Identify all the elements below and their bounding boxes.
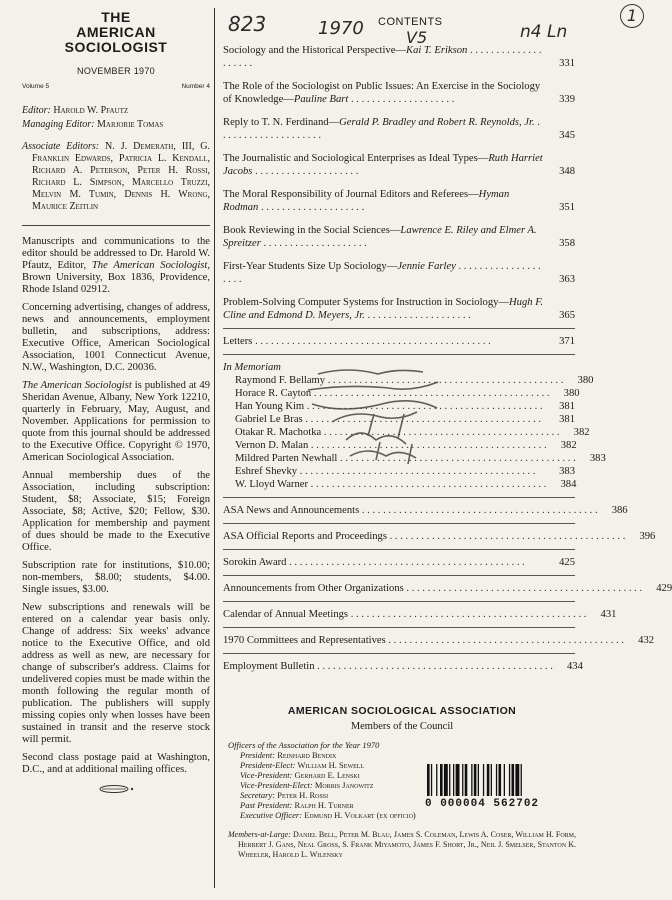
p1-journal: The American Sociologist	[91, 260, 208, 271]
toc-article	[223, 260, 575, 286]
toc-gap	[223, 70, 575, 80]
memoriam-name: Eshref Shevky	[235, 466, 298, 477]
memoriam-name: Raymond F. Bellamy	[235, 375, 326, 386]
masthead-column	[22, 10, 210, 797]
officer-name: Edmund H. Volkart (ex officio)	[304, 810, 416, 820]
barcode-bar	[444, 764, 448, 796]
toc-article-title: First-Year Students Size Up Sociology—	[223, 261, 398, 272]
officer-role: Executive Officer:	[240, 810, 303, 820]
barcode-bar	[436, 764, 437, 796]
barcode-bar	[512, 764, 515, 796]
memoriam-name: Vernon D. Malan	[235, 440, 309, 451]
toc-rule	[223, 549, 575, 550]
leader-dots: . . . . . . . . . . . . . . . . . . . .	[223, 117, 540, 141]
members-names: Daniel Bell, Peter M. Blau, James S. Coleman, Lewis A. Coser, William H. Form, Herbert J. Gans, Neal Gross, S. Frank Miyamoto, James F. Short, Jr., Neil J. Smelser, Stanton K. Wheeler, Harold L. Wilensky	[238, 830, 577, 859]
associate-role: Associate Editors:	[22, 141, 100, 152]
memoriam-page: 382	[573, 427, 590, 438]
leader-dots: . . . . . . . . . . . . . . . . . . . . . . . . . . . . . . . . . . . . . . . . . . . . .	[304, 401, 543, 412]
barcode-bar	[440, 764, 443, 796]
barcode-bar	[431, 764, 432, 796]
members-at-large	[228, 830, 576, 860]
postage-paragraph: Second class postage paid at Washington, D.C., and at additional mailing offices.	[22, 752, 210, 775]
toc-section	[223, 660, 583, 673]
managing-role: Managing Editor:	[22, 119, 95, 130]
toc-article	[223, 224, 575, 250]
toc-gap	[223, 142, 575, 152]
memoriam-name: Horace R. Cayton	[235, 388, 312, 399]
toc-article	[223, 296, 575, 322]
toc-section-title: Announcements from Other Organizations	[223, 583, 404, 594]
toc-section	[223, 556, 575, 569]
barcode	[425, 764, 575, 810]
toc-section-title: Sorokin Award	[223, 557, 287, 568]
leader-dots: . . . . . . . . . . . . . . . . . . . . . . . . . . . . . . . . . . . . . . . . . . . . .	[311, 388, 550, 399]
advertising-paragraph: Concerning advertising, changes of address, news and announcements, employment bulletin, and subscriptions, address: Executive Office, American Sociological Association, 1001 Connecticut Avenue, N.W., Washington, D.C. 20036.	[22, 302, 210, 373]
toc-articles	[223, 44, 575, 322]
toc-section-title: ASA Official Reports and Proceedings	[223, 531, 387, 542]
memoriam-name: Gabriel Le Bras	[235, 414, 303, 425]
toc-section-title: ASA News and Announcements	[223, 505, 360, 516]
toc-gap	[223, 106, 575, 116]
toc-section	[223, 504, 628, 517]
officer-role: Secretary:	[240, 790, 276, 800]
toc-rule	[223, 601, 575, 602]
barcode-bar	[483, 764, 484, 796]
toc-rule	[223, 523, 575, 524]
toc-article	[223, 80, 575, 106]
barcode-bar	[487, 764, 490, 796]
memoriam-page: 383	[559, 466, 575, 477]
p1b: , Brown University, Box 1836, Providence, Rhode Island 02912.	[22, 260, 211, 295]
toc-article-page: 363	[559, 274, 575, 285]
leader-dots: . . . . . . . . . . . . . . . . . . . .	[252, 166, 359, 177]
leader-dots: . . . . . . . . . . . . . . . . . . . .	[223, 261, 541, 285]
toc-article-author: Gerald P. Bradley and Robert R. Reynolds, Jr.	[339, 117, 535, 128]
toc-letters	[223, 335, 575, 348]
toc-section-text	[223, 530, 625, 543]
toc-article	[223, 188, 575, 214]
leader-dots: . . . . . . . . . . . . . . . . . . . .	[258, 202, 365, 213]
column-divider	[214, 8, 215, 888]
toc-rule	[223, 575, 575, 576]
toc-article-title: The Journalistic and Sociological Enterprises as Ideal Types—	[223, 153, 489, 164]
publication-paragraph	[22, 380, 210, 464]
leader-dots: . . . . . . . . . . . . . . . . . . . . . . . . . . . . . . . . . . . . . . . . . . . . .	[314, 661, 553, 672]
leader-dots: . . . . . . . . . . . . . . . . . . . .	[364, 310, 471, 321]
contents-heading: CONTENTS	[378, 16, 443, 28]
handwritten-volume: V5	[406, 28, 428, 47]
toc-article-author: Hyman Rodman	[223, 189, 510, 213]
toc-letters-page: 371	[559, 336, 575, 347]
toc-article-text	[223, 260, 545, 286]
memoriam-page: 381	[559, 401, 575, 412]
title-line-2: AMERICAN	[76, 24, 156, 40]
leader-dots: . . . . . . . . . . . . . . . . . . . . . . . . . . . . . . . . . . . . . . . . . . . . .	[337, 453, 576, 464]
subscription-rate-paragraph: Subscription rate for institutions, $10.00; non-members, $8.00; students, $4.00. Single issues, $3.00.	[22, 560, 210, 595]
toc-section	[223, 608, 617, 621]
toc-article-author: Hugh F. Cline and Edmond D. Meyers, Jr.	[223, 297, 543, 321]
toc-section	[223, 582, 672, 595]
association-subtitle: Members of the Council	[350, 721, 454, 732]
toc-article-author: Lawrence E. Riley and Elmer A. Spreitzer	[223, 225, 537, 249]
barcode-bar	[521, 764, 522, 796]
leader-dots: . . . . . . . . . . . . . . . . . . . .	[348, 94, 455, 105]
toc-article-page: 345	[559, 130, 575, 141]
memoriam-name: W. Lloyd Warner	[235, 479, 308, 490]
toc-section	[223, 530, 656, 543]
barcode-bar	[504, 764, 505, 796]
leader-dots: . . . . . . . . . . . . . . . . . . . . . . . . . . . . . . . . . . . . . . . . . . . . .	[297, 466, 536, 477]
toc-article-author: Pauline Bart	[293, 94, 349, 105]
barcode-bar	[427, 764, 430, 796]
barcode-bar	[462, 764, 463, 796]
toc-article-page: 365	[559, 310, 575, 321]
toc-article	[223, 152, 575, 178]
toc-article-author: Kai T. Erikson	[406, 45, 468, 56]
memoriam-page: 380	[563, 388, 580, 399]
managing-editor-line	[22, 119, 210, 131]
toc-section-page: 425	[559, 557, 575, 568]
journal-title	[22, 10, 210, 55]
toc-article-author: Ruth Harriet Jacobs	[223, 153, 543, 177]
printer-ornament	[22, 784, 210, 797]
officer-name: Peter H. Rossi	[277, 790, 329, 800]
toc-article-text	[223, 80, 545, 106]
toc-section-page: 434	[566, 661, 583, 672]
handwritten-circled: 1	[620, 4, 644, 28]
library-stamp	[298, 352, 448, 472]
editor-line	[22, 105, 210, 117]
barcode-bar	[499, 764, 502, 796]
officer-role: President:	[240, 750, 276, 760]
memoriam-page: 384	[560, 479, 577, 490]
toc-article-title: Sociology and the Historical Perspective—	[223, 45, 406, 56]
toc-section-text	[223, 660, 553, 673]
leader-dots: . . . . . . . . . . . . . . . . . . . . . . . . . . . . . . . . . . . . . . . . . . . . .	[308, 479, 547, 490]
handwritten-note-right: n4 Ln	[520, 22, 568, 42]
associate-editors	[22, 141, 210, 213]
leader-dots: . . . . . . . . . . . . . . . . . . . . . . . . . . . . . . . . . . . . . . . . . . . . .	[385, 635, 625, 646]
leader-dots: . . . . . . . . . . . . . . . . . . . . . . . . . . . . . . . . . . . . . . . . . . . . .	[252, 336, 491, 347]
volume-label: Volume 5	[22, 83, 50, 90]
officer-name: Reinhard Bendix	[277, 750, 337, 760]
barcode-bar	[474, 764, 477, 796]
editor-role: Editor:	[22, 105, 51, 116]
officers-title: Officers of the Association for the Year 1970	[228, 740, 380, 750]
barcode-bar	[496, 764, 497, 796]
officer-name: Gerhard E. Lenski	[294, 770, 360, 780]
barcode-number: 0 000004 562702	[425, 798, 540, 810]
renewals-paragraph: New subscriptions and renewals will be entered on a calendar year basis only. Change of address: Six weeks' advance notice to the Executive Office, and old address as well as new, are necessary for change of subscriber's address. Claims for undelivered copies must be made within the month following the regular month of publication. The publishers will supply missing copies only when losses have been sustained in transit and the reserve stock will permit.	[22, 602, 210, 745]
handwritten-note-left: 823	[228, 12, 267, 36]
toc-rule	[223, 653, 575, 654]
toc-section-title: Employment Bulletin	[223, 661, 315, 672]
toc-article-page: 348	[559, 166, 575, 177]
toc-section-title: Calendar of Annual Meetings	[223, 609, 349, 620]
issue-date: NOVEMBER 1970	[77, 66, 155, 76]
association-title: AMERICAN SOCIOLOGICAL ASSOCIATION	[287, 705, 517, 717]
toc-article-title: The Moral Responsibility of Journal Editors and Referees—	[223, 189, 479, 200]
barcode-bar	[453, 764, 454, 796]
toc-article-page: 339	[559, 94, 575, 105]
leader-dots: . . . . . . . . . . . . . . . . . . . . . . . . . . . . . . . . . . . . . . . . . . . . .	[348, 609, 587, 620]
officer-role: President-Elect:	[240, 760, 296, 770]
toc-rule	[223, 497, 575, 498]
toc-article-text	[223, 44, 545, 70]
toc-rule	[223, 627, 575, 628]
barcode-bar	[456, 764, 460, 796]
barcode-bar	[471, 764, 472, 796]
title-line-3: SOCIOLOGIST	[64, 39, 168, 55]
toc-section	[223, 634, 655, 647]
managing-name: Marjorie Tomas	[97, 119, 164, 130]
barcode-bar	[509, 764, 510, 796]
toc-gap	[223, 250, 575, 260]
toc-section-text	[223, 582, 642, 595]
toc-article-text	[223, 116, 545, 142]
handwritten-year: 1970	[318, 18, 364, 39]
toc-section-title: 1970 Committees and Representatives	[223, 635, 386, 646]
members-role: Members-at-Large:	[228, 830, 291, 839]
number-label: Number 4	[181, 83, 210, 90]
barcode-bar	[465, 764, 468, 796]
officer-entry	[228, 810, 576, 820]
toc-article-page: 358	[559, 238, 575, 249]
barcode-bar	[449, 764, 450, 796]
leader-dots: . . . . . . . . . . . . . . . . . . . . . . . . . . . . . . . . . . . . . . . . . . . . .	[386, 531, 626, 542]
toc-article-author: Jennie Farley	[397, 261, 456, 272]
toc-gap	[223, 178, 575, 188]
officer-name: William H. Sewell	[297, 760, 365, 770]
memoriam-name: Mildred Parten Newhall	[235, 453, 338, 464]
officer-name: Ralph H. Turner	[294, 800, 354, 810]
memoriam-text	[235, 478, 546, 491]
leader-dots: . . . . . . . . . . . . . . . . . . . . . . . . . . . . . . . . . . . . . . . . . . . . .	[302, 414, 542, 425]
manuscripts-paragraph	[22, 225, 210, 296]
p1a: Manuscripts and communications to the editor should be addressed to Dr. Harold W. Pfautz, Editor,	[22, 236, 210, 271]
memoriam-name: Han Young Kim	[235, 401, 305, 412]
toc-article-text	[223, 224, 545, 250]
toc-article-text	[223, 152, 545, 178]
memoriam-page: 380	[577, 375, 594, 386]
leader-dots: . . . . . . . . . . . . . . . . . . . .	[223, 45, 542, 69]
leader-dots: . . . . . . . . . . . . . . . . . . . . . . . . . . . . . . . . . . . . . . . . . . . . .	[403, 583, 643, 594]
toc-article-page: 351	[559, 202, 575, 213]
toc-section-text	[223, 634, 624, 647]
p3: is published at 49 Sheridan Avenue, Albany, New York 12210, quarterly in February, May, August, and November. Applications for permission to quote from this journal should be addressed to the Executive Office. Copyright © 1970, American Sociological Association.	[22, 380, 210, 463]
toc-article-text	[223, 296, 545, 322]
memoriam-name: Otakar R. Machotka	[235, 427, 322, 438]
associate-names: N. J. Demerath, III, G. Franklin Edwards, Patricia L. Kendall, Richard A. Peterson, Peter H. Rossi, Richard L. Simpson, Marcello Truzzi, Melvin M. Tumin, Dennis H. Wrong, Maurice Zeitlin	[32, 141, 211, 212]
leader-dots: . . . . . . . . . . . . . . . . . . . . . . . . . . . . . . . . . . . . . . . . . . . . .	[321, 427, 560, 438]
leader-dots: . . . . . . . . . . . . . . . . . . . . . . . . . . . . . . . . . . . . . . . . . . . . .	[308, 440, 547, 451]
officer-entry	[228, 750, 576, 760]
toc-section-page: 396	[639, 531, 656, 542]
toc-section-text	[223, 556, 545, 569]
leader-dots: . . . . . . . . . . . . . . . . . . . . . . . . . . . . . . . . . . . . . . . . . . . . .	[325, 375, 564, 386]
barcode-bar	[491, 764, 492, 796]
toc-article	[223, 116, 575, 142]
toc-section-page: 432	[638, 635, 655, 646]
toc-rule	[223, 328, 575, 329]
officer-role: Past President:	[240, 800, 293, 810]
toc-letters-title	[223, 335, 545, 348]
officer-role: Vice-President-Elect:	[240, 780, 313, 790]
leader-dots: . . . . . . . . . . . . . . . . . . . . . . . . . . . . . . . . . . . . . . . . . . . . .	[286, 557, 525, 568]
toc-gap	[223, 214, 575, 224]
memoriam-page: 383	[589, 453, 606, 464]
barcode-bar	[478, 764, 479, 796]
letters-title: Letters	[223, 336, 253, 347]
editor-name: Harold W. Pfautz	[53, 105, 129, 116]
toc-article-title: Reply to T. N. Ferdinand—	[223, 117, 340, 128]
volume-row	[22, 81, 210, 93]
memoriam-title: In Memoriam	[223, 362, 281, 373]
leader-dots: . . . . . . . . . . . . . . . . . . . . . . . . . . . . . . . . . . . . . . . . . . . . .	[359, 505, 598, 516]
barcode-bar	[515, 764, 519, 796]
barcode-bars	[425, 764, 575, 796]
toc-section-text	[223, 608, 586, 621]
p3-journal: The American Sociologist	[22, 380, 132, 391]
toc-section-page: 386	[611, 505, 628, 516]
toc-article-page: 331	[559, 58, 575, 69]
toc-article-title: Problem-Solving Computer Systems for Instruction in Sociology—	[223, 297, 510, 308]
toc-section-text	[223, 504, 598, 517]
toc-gap	[223, 286, 575, 296]
toc-section-page: 429	[656, 583, 672, 594]
title-line-1: THE	[101, 9, 131, 25]
memoriam-page: 382	[560, 440, 577, 451]
dues-paragraph: Annual membership dues of the Association, including subscription: Student, $8; Associate, $15; Foreign Associate, $8; Active, $20; Fellow, $30. Application for membership and payment of dues should be made to the Executive Office.	[22, 470, 210, 553]
officer-role: Vice-President:	[240, 770, 293, 780]
toc-article-title: The Role of the Sociologist on Public Issues: An Exercise in the Sociology of Knowledge—	[223, 81, 541, 105]
memoriam-page: 381	[559, 414, 575, 425]
toc-article-title: Book Reviewing in the Social Sciences—	[223, 225, 401, 236]
toc-sections	[223, 504, 672, 673]
leader-dots: . . . . . . . . . . . . . . . . . . . .	[260, 238, 367, 249]
toc-section-page: 431	[600, 609, 617, 620]
toc-article	[223, 44, 575, 70]
memoriam-entry	[223, 478, 575, 491]
officer-name: Morris Janowitz	[314, 780, 374, 790]
toc-article-text	[223, 188, 545, 214]
